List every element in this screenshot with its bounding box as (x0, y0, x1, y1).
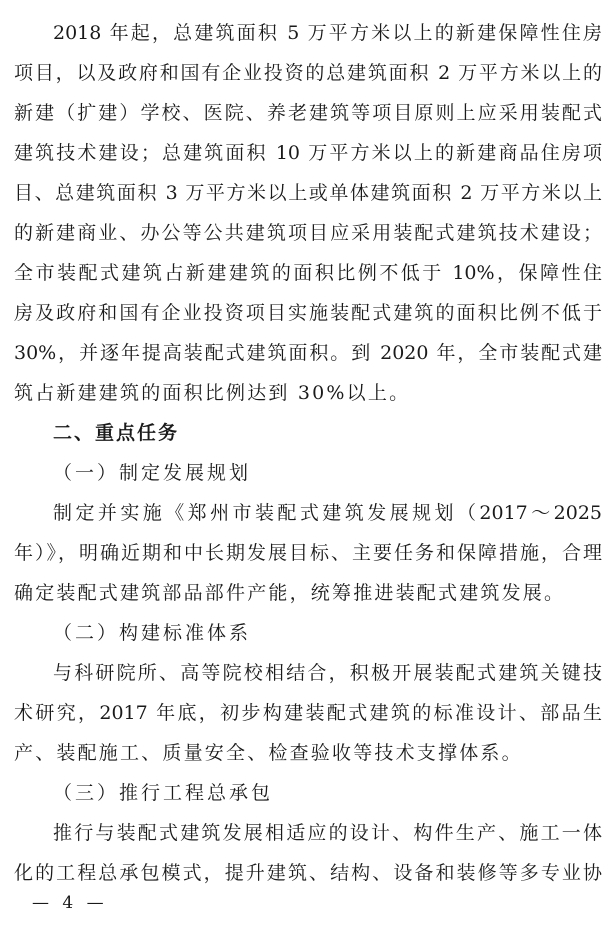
text-line-14: 年）》，明确近期和中长期发展目标、主要任务和保障措施，合理 (14, 542, 602, 564)
section-heading: 二、重点任务 (53, 422, 180, 444)
text-line-18: 术研究，2017 年底，初步构建装配式建筑的标准设计、部品生 (14, 702, 602, 724)
text-line-22: 化的工程总承包模式，提升建筑、结构、设备和装修等多专业协 (14, 862, 602, 884)
subsection-heading-3: （三）推行工程总承包 (53, 782, 274, 804)
text-line-21: 推行与装配式建筑发展相适应的设计、构件生产、施工一体 (53, 822, 602, 844)
text-line-6: 的新建商业、办公等公共建筑项目应采用装配式建筑技术建设； (14, 222, 602, 244)
subsection-heading-1: （一）制定发展规划 (53, 462, 252, 484)
text-line-19: 产、装配施工、质量安全、检查验收等技术支撑体系。 (14, 742, 523, 764)
text-line-8: 房及政府和国有企业投资项目实施装配式建筑的面积比例不低于 (14, 302, 602, 324)
text-line-15: 确定装配式建筑部品部件产能，统筹推进装配式建筑发展。 (14, 582, 566, 604)
text-line-5: 目、总建筑面积 3 万平方米以上或单体建筑面积 2 万平方米以上 (14, 182, 602, 204)
text-line-3: 新建（扩建）学校、医院、养老建筑等项目原则上应采用装配式 (14, 102, 602, 124)
page-number: — 4 — (32, 893, 108, 913)
text-line-1: 2018 年起，总建筑面积 5 万平方米以上的新建保障性住房 (53, 22, 602, 44)
text-line-7: 全市装配式建筑占新建建筑的面积比例不低于 10%，保障性住 (14, 262, 602, 284)
text-line-10: 筑占新建建筑的面积比例达到 30%以上。 (14, 382, 411, 404)
text-line-9: 30%，并逐年提高装配式建筑面积。到 2020 年，全市装配式建 (14, 342, 602, 364)
text-line-2: 项目，以及政府和国有企业投资的总建筑面积 2 万平方米以上的 (14, 62, 602, 84)
text-line-4: 建筑技术建设；总建筑面积 10 万平方米以上的新建商品住房项 (14, 142, 602, 164)
text-line-13: 制定并实施《郑州市装配式建筑发展规划（2017～2025 (53, 502, 602, 524)
text-line-17: 与科研院所、高等院校相结合，积极开展装配式建筑关键技 (53, 662, 602, 684)
subsection-heading-2: （二）构建标准体系 (53, 622, 252, 644)
